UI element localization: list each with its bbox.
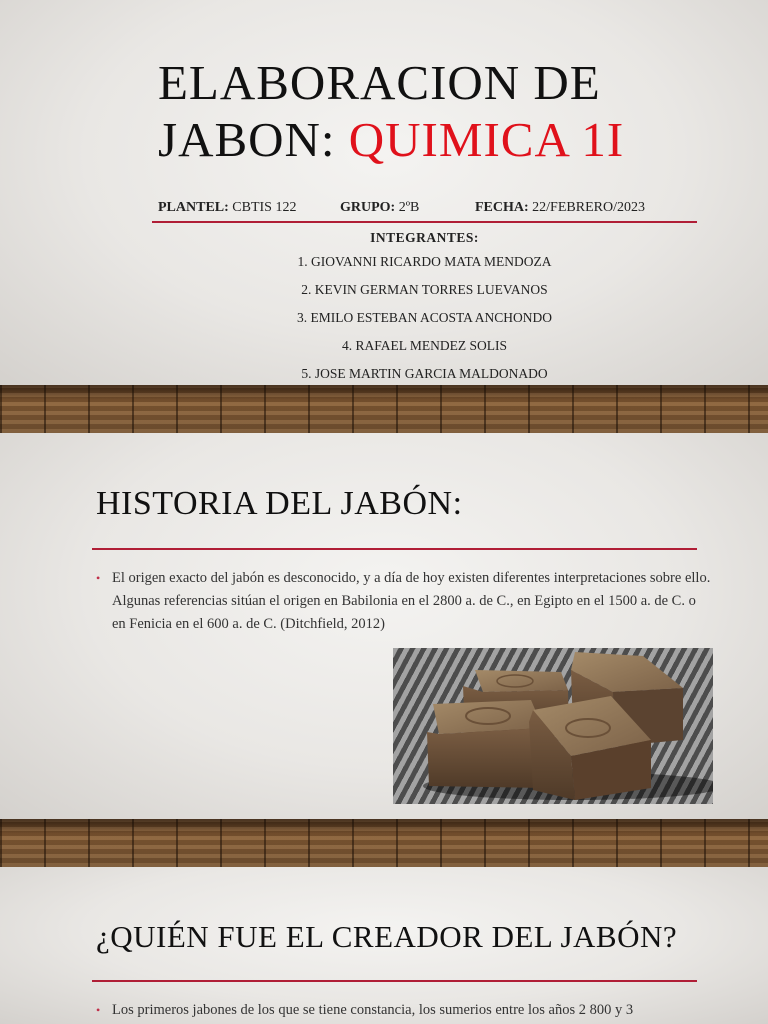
title-quimica: QUIMICA 1I [348,112,625,167]
title-jabon: JABON: [158,112,336,167]
creador-divider [92,980,697,982]
creador-heading: ¿QUIÉN FUE EL CREADOR DEL JABÓN? [96,919,678,954]
creador-text: Los primeros jabones de los que se tiene constancia, los sumerios entre los años 2 800 y 3 [112,1002,634,1018]
slide-title [0,0,768,385]
member-item: 5. JOSE MARTIN GARCIA MALDONADO [301,366,548,381]
member-item: 2. KEVIN GERMAN TORRES LUEVANOS [301,282,548,297]
fecha-field [475,200,645,216]
creador-bullet [96,999,712,1022]
member-item: 1. GIOVANNI RICARDO MATA MENDOZA [297,254,552,269]
grupo-value: 2ºB [398,200,420,215]
fecha-label: FECHA: [475,200,529,215]
soap-bars-icon [393,648,713,804]
title-line-2 [158,111,718,168]
bullet-icon: • [96,1003,101,1017]
wood-floor-divider [0,385,768,433]
slide-historia [0,433,768,819]
grupo-field [340,200,419,216]
title-divider [152,221,697,223]
grupo-label: GRUPO: [340,200,396,215]
members-list [152,229,697,385]
slide-title-heading [158,54,718,168]
bullet-icon: • [96,571,101,585]
historia-text: El origen exacto del jabón es desconocido, y a día de hoy existen diferentes interpretaciones sobre ello. Algunas referencias sitúan el origen en Babilonia en el 2800 a. de C., en Egipto en el 1500 a. de C. o en Fenicia en el 600 a. de C. (Ditchfield, 2012) [112,570,711,632]
member-item: 4. RAFAEL MENDEZ SOLIS [342,338,507,353]
historia-heading: HISTORIA DEL JABÓN: [96,485,463,522]
wood-floor-divider [0,819,768,867]
member-item: 3. EMILO ESTEBAN ACOSTA ANCHONDO [296,310,553,325]
plantel-field [158,200,296,216]
plantel-value: CBTIS 122 [232,200,297,215]
integrantes-label: INTEGRANTES: [370,230,479,245]
slide-creador [0,867,768,1024]
historia-divider [92,548,697,550]
fecha-value: 22/FEBRERO/2023 [532,200,645,215]
soap-bars-photo [393,648,713,804]
historia-bullet [96,567,712,636]
plantel-label: PLANTEL: [158,200,229,215]
title-line-1: ELABORACION DE [158,55,601,110]
